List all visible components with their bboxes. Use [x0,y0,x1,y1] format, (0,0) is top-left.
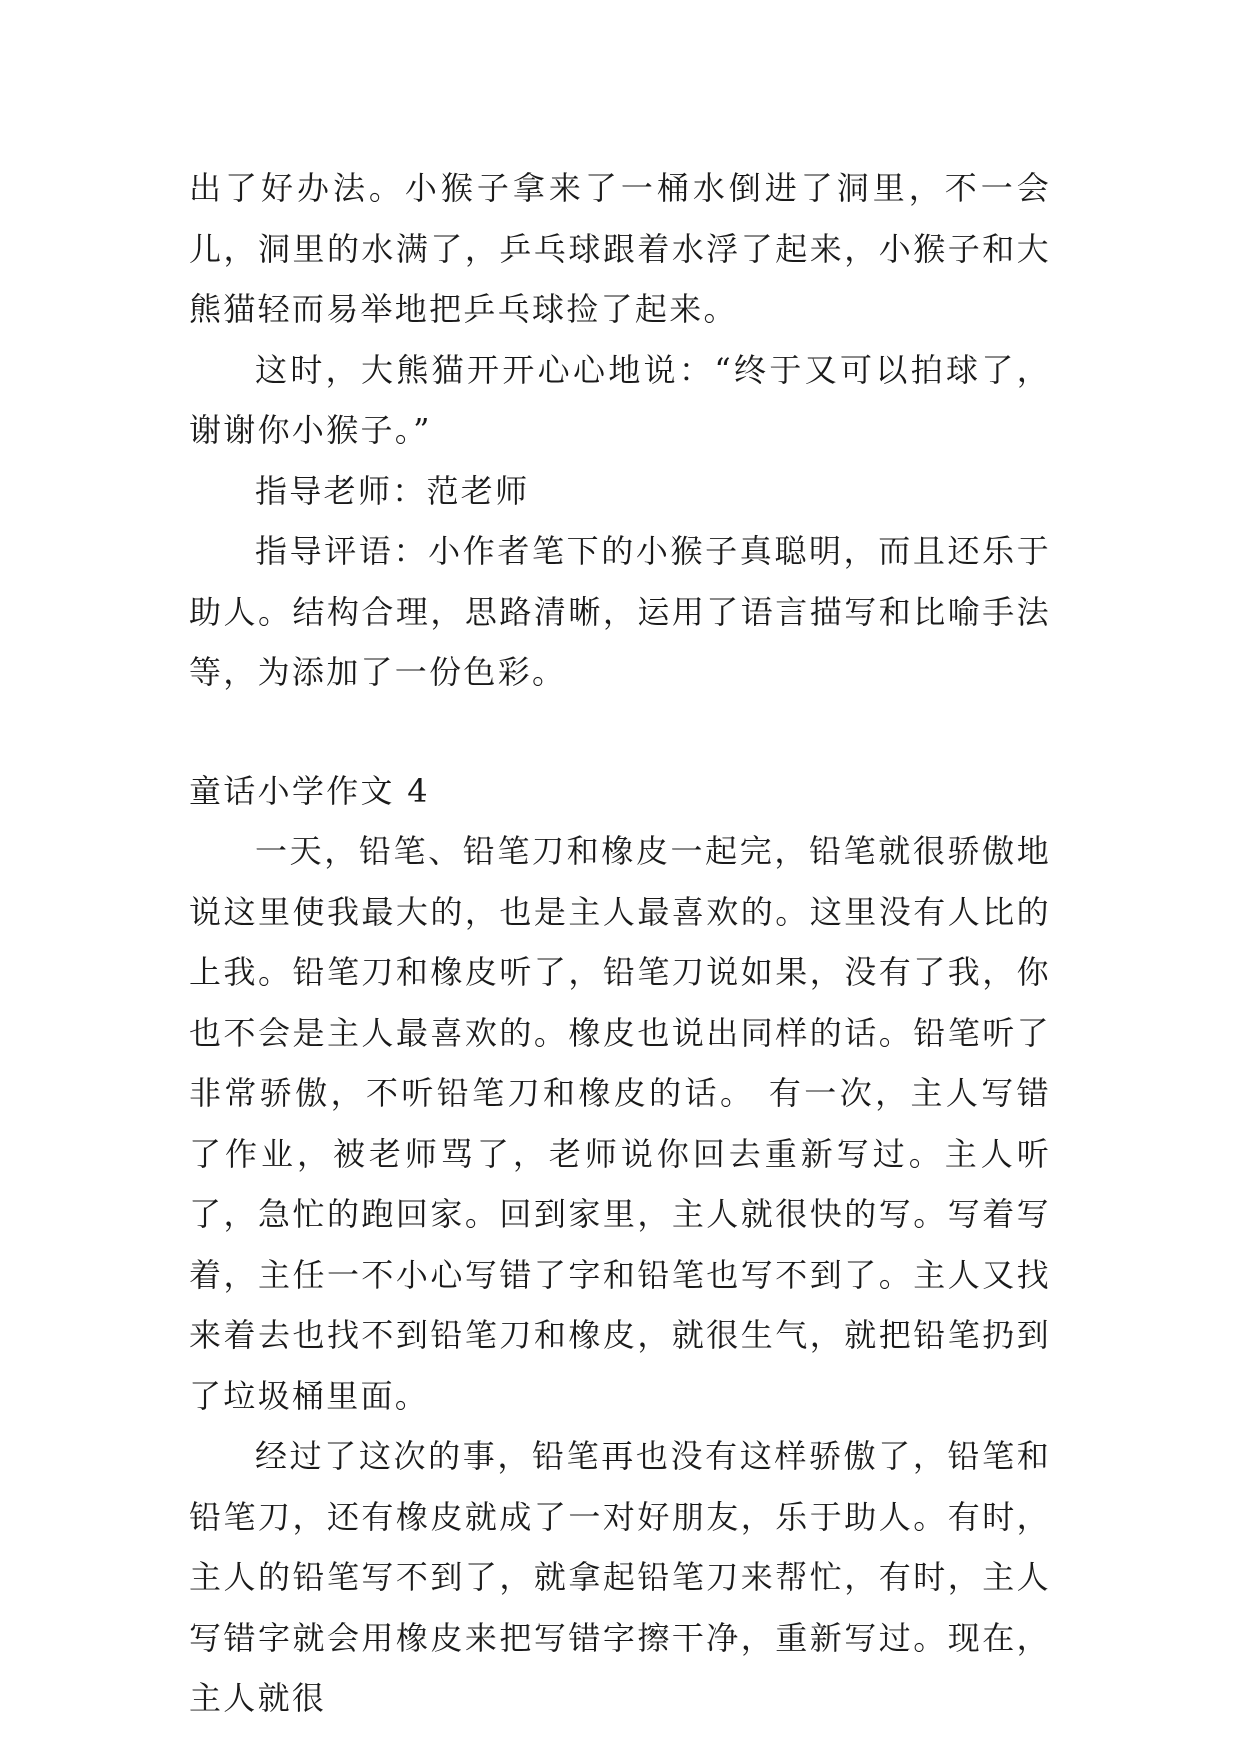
paragraph-story-1: 一天，铅笔、铅笔刀和橡皮一起完，铅笔就很骄傲地说这里使我最大的，也是主人最喜欢的。这里没有人比的上我。铅笔刀和橡皮听了，铅笔刀说如果，没有了我，你也不会是主人最喜欢的。橡皮也说出同样的话。铅笔听了非常骄傲，不听铅笔刀和橡皮的话。 有一次，主人写错了作业，被老师骂了，老师说你回去重新写过。主人听了，急忙的跑回家。回到家里，主人就很快的写。写着写着，主任一不小心写错了字和铅笔也写不到了。主人又找来着去也找不到铅笔刀和橡皮，就很生气，就把铅笔扔到了垃圾桶里面。 [189,832,1051,1415]
paragraph-comment: 指导评语：小作者笔下的小猴子真聪明，而且还乐于助人。结构合理，思路清晰，运用了语言描写和比喻手法等，为添加了一份色彩。 [189,532,1051,691]
section-heading: 童话小学作文 4 [189,771,430,810]
paragraph-teacher: 指导老师：范老师 [255,471,530,510]
document-body [189,158,1051,1729]
paragraph-story-2: 经过了这次的事，铅笔再也没有这样骄傲了，铅笔和铅笔刀，还有橡皮就成了一对好朋友，乐于助人。有时，主人的铅笔写不到了，就拿起铅笔刀来帮忙，有时，主人写错字就会用橡皮来把写错字擦干净，重新写过。现在，主人就很 [189,1437,1051,1717]
paragraph-continued: 出了好办法。小猴子拿来了一桶水倒进了洞里，不一会儿，洞里的水满了，乒乓球跟着水浮了起来，小猴子和大熊猫轻而易举地把乒乓球捡了起来。 [189,169,1051,328]
paragraph-panda-quote: 这时，大熊猫开开心心地说：“终于又可以拍球了，谢谢你小猴子。” [189,350,1051,449]
